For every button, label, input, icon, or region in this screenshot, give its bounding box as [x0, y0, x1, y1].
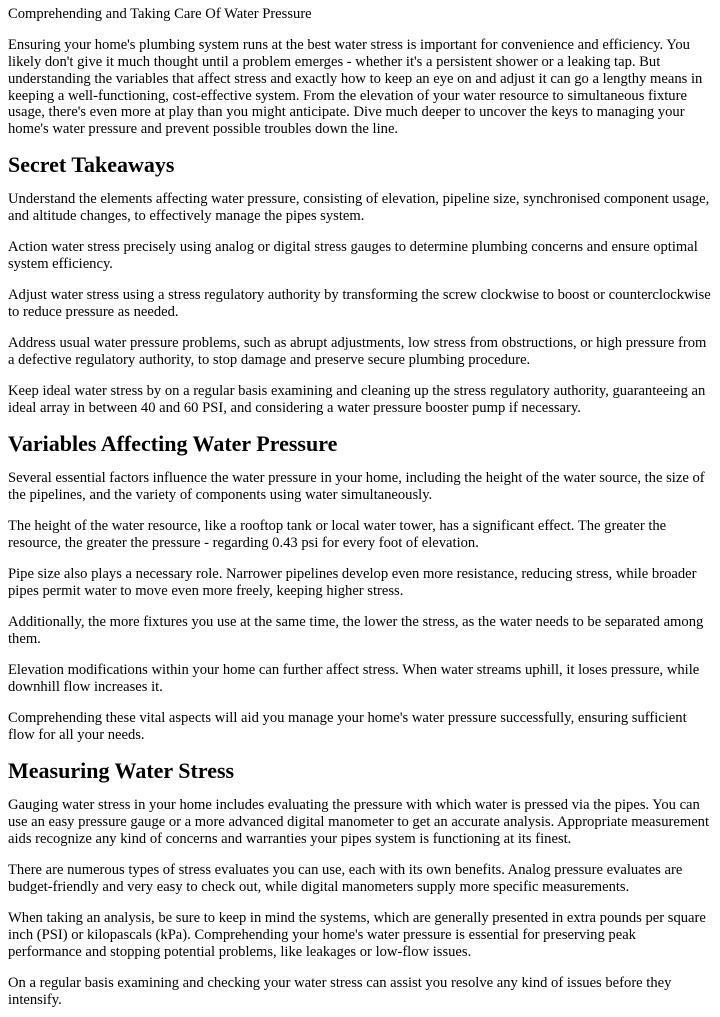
paragraph: Elevation modifications within your home can further affect stress. When water streams uphill, it loses pressure, while downhill flow increases it.	[8, 662, 700, 696]
paragraph: When taking an analysis, be sure to keep in mind the systems, which are generally presented in extra pounds per square inch (PSI) or kilopascals (kPa). Comprehending your home's water pressure is essential for preserving peak performance and stopping potential problems, like leakages or low-flow issues.	[8, 909, 706, 960]
paragraph: Action water stress precisely using analog or digital stress gauges to determine plumbing concerns and ensure optimal system efficiency.	[8, 239, 698, 273]
paragraph: Gauging water stress in your home includes evaluating the pressure with which water is pressed via the pipes. You can use an easy pressure gauge or a more advanced digital manometer to get an accurate analysis. Appropriate measurement aids recognize any kind of concerns and warranties your pipes system is functioning at its finest.	[8, 797, 710, 847]
paragraph: Several essential factors influence the water pressure in your home, including the height of the water source, the size of the pipelines, and the variety of components using water simultaneously.	[8, 470, 705, 504]
paragraph: Understand the elements affecting water pressure, consisting of elevation, pipeline size, synchronised component usage, and altitude changes, to effectively manage the pipes system.	[8, 191, 710, 225]
paragraph: Adjust water stress using a stress regulatory authority by transforming the screw clockwise to boost or counterclockwise to reduce pressure as needed.	[8, 287, 711, 321]
paragraph: Comprehending these vital aspects will aid you manage your home's water pressure successfully, ensuring sufficient flow for all your needs.	[8, 710, 687, 743]
paragraph: On a regular basis examining and checking your water stress can assist you resolve any kind of issues before they intensify.	[8, 974, 672, 1008]
section-heading-variables: Variables Affecting Water Pressure	[8, 431, 338, 457]
paragraph: Address usual water pressure problems, such as abrupt adjustments, low stress from obstructions, or high pressure from a defective regulatory authority, to stop damage and preserve secure plumbing procedure.	[8, 335, 707, 369]
paragraph: Pipe size also plays a necessary role. Narrower pipelines develop even more resistance, reducing stress, while broader pipes permit water to move even more freely, keeping higher stress.	[8, 566, 697, 600]
intro-paragraph: Ensuring your home's plumbing system runs at the best water stress is important for convenience and efficiency. You likely don't give it much thought until a problem emerges - whether it's a persistent shower or a leaking tap. But understanding the variables that affect stress and exactly how to keep an eye on and adjust it can go a lengthy means in keeping a well-functioning, cost-effective system. From the elevation of your water resource to simultaneous fixture usage, there's even more at play than you might anticipate. Dive much deeper to uncover the keys to managing your home's water pressure and prevent possible troubles down the line.	[8, 37, 703, 138]
paragraph: Keep ideal water stress by on a regular basis examining and cleaning up the stress regulatory authority, guaranteeing an ideal array in between 40 and 60 PSI, and considering a water pressure booster pump if necessary.	[8, 383, 706, 417]
section-heading-measuring: Measuring Water Stress	[8, 758, 235, 784]
paragraph: There are numerous types of stress evaluates you can use, each with its own benefits. Analog pressure evaluates are budget-friendly and very easy to check out, while digital manometers supply more specific measurements.	[8, 861, 683, 895]
paragraph: The height of the water resource, like a rooftop tank or local water tower, has a significant effect. The greater the resource, the greater the pressure - regarding 0.43 psi for every foot of elevation.	[8, 518, 667, 552]
document-title: Comprehending and Taking Care Of Water Pressure	[8, 6, 312, 22]
section-heading-key-takeaways: Secret Takeaways	[8, 152, 175, 178]
paragraph: Additionally, the more fixtures you use at the same time, the lower the stress, as the water needs to be separated among them.	[8, 614, 704, 648]
